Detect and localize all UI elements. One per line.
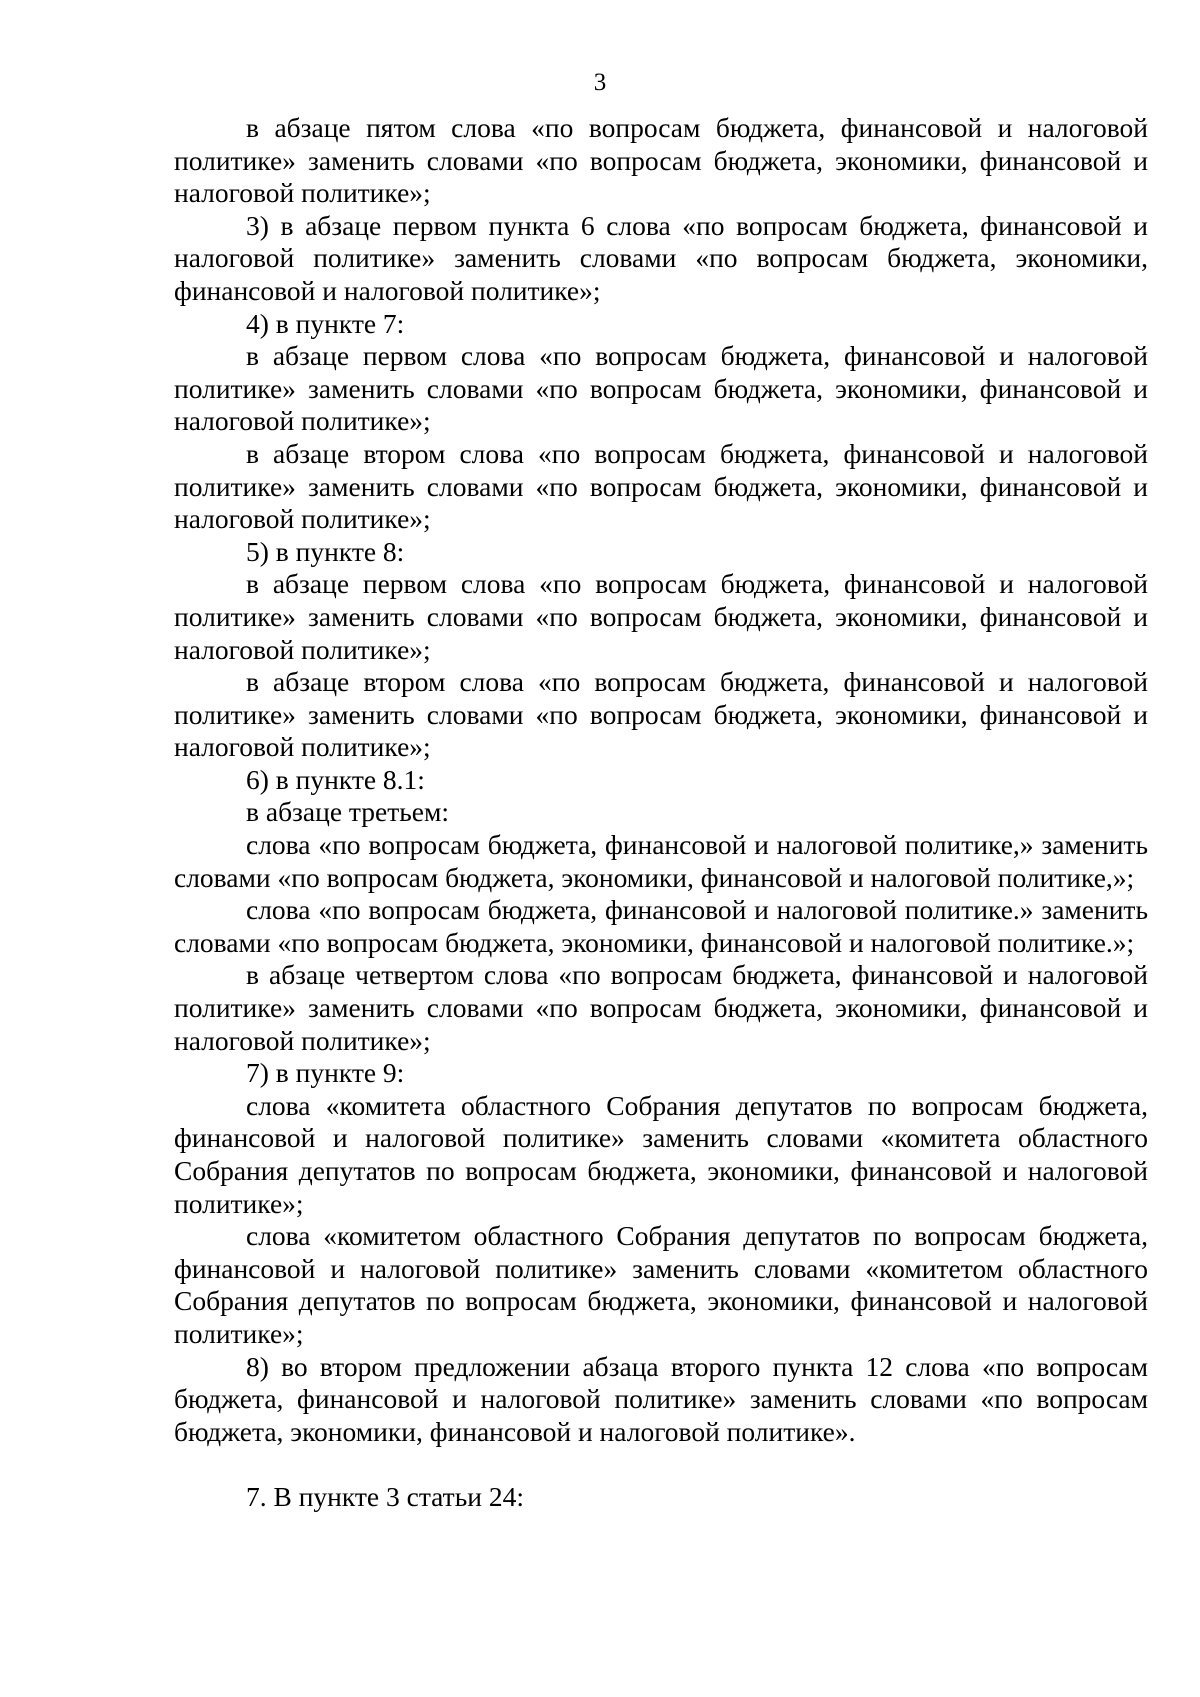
paragraph-paragraph-5: в абзаце пятом слова «по вопросам бюджета, финансовой и налоговой политике» заменить словами «по вопросам бюджета, экономики, финансовой и налоговой политике»; (174, 112, 1148, 209)
section-heading: 7. В пункте 3 статьи 24: (246, 1480, 524, 1512)
item-8: 8) во втором предложении абзаца второго пункта 12 слова «по вопросам бюджета, финансовой и налоговой политике» заменить словами «по вопросам бюджета, экономики, финансовой и налоговой политике». (174, 1350, 1148, 1447)
item-6-words-1: слова «по вопросам бюджета, финансовой и налоговой политике,» заменить словами «по вопросам бюджета, экономики, финансовой и налоговой политике,»; (174, 829, 1148, 893)
page-number: 3 (593, 69, 607, 96)
item-6-words-2: слова «по вопросам бюджета, финансовой и налоговой политике.» заменить словами «по вопросам бюджета, экономики, финансовой и налоговой политике.»; (174, 894, 1148, 958)
item-6-paragraph-4: в абзаце четвертом слова «по вопросам бюджета, финансовой и налоговой политике» заменить словами «по вопросам бюджета, экономики, финансовой и налоговой политике»; (174, 959, 1148, 1056)
item-7-words-1: слова «комитета областного Собрания депутатов по вопросам бюджета, финансовой и налоговой политике» заменить словами «комитета областного Собрания депутатов по вопросам бюджета, экономики, финансовой и налоговой политике»; (174, 1089, 1148, 1219)
item-5-paragraph-1: в абзаце первом слова «по вопросам бюджета, финансовой и налоговой политике» заменить словами «по вопросам бюджета, экономики, финансовой и налоговой политике»; (174, 568, 1148, 665)
item-4-paragraph-1: в абзаце первом слова «по вопросам бюджета, финансовой и налоговой политике» заменить словами «по вопросам бюджета, экономики, финансовой и налоговой политике»; (174, 340, 1148, 437)
item-4-heading: 4) в пункте 7: (246, 307, 405, 339)
item-7-heading: 7) в пункте 9: (246, 1057, 405, 1089)
item-3: 3) в абзаце первом пункта 6 слова «по вопросам бюджета, финансовой и налоговой политике» заменить словами «по вопросам бюджета, экономики, финансовой и налоговой политике»; (174, 209, 1148, 306)
item-5-paragraph-2: в абзаце втором слова «по вопросам бюджета, финансовой и налоговой политике» заменить словами «по вопросам бюджета, экономики, финансовой и налоговой политике»; (174, 666, 1148, 763)
item-6-heading: 6) в пункте 8.1: (246, 763, 425, 795)
item-6-subheading: в абзаце третьем: (246, 796, 450, 828)
item-4-paragraph-2: в абзаце втором слова «по вопросам бюджета, финансовой и налоговой политике» заменить словами «по вопросам бюджета, экономики, финансовой и налоговой политике»; (174, 437, 1148, 535)
item-7-words-2: слова «комитетом областного Собрания депутатов по вопросам бюджета, финансовой и налоговой политике» заменить словами «комитетом областного Собрания депутатов по вопросам бюджета, экономики, финансовой и налоговой политике»; (174, 1220, 1148, 1349)
item-5-heading: 5) в пункте 8: (246, 535, 405, 567)
document-body (174, 112, 1148, 1514)
paragraph-gap (174, 1448, 1148, 1481)
